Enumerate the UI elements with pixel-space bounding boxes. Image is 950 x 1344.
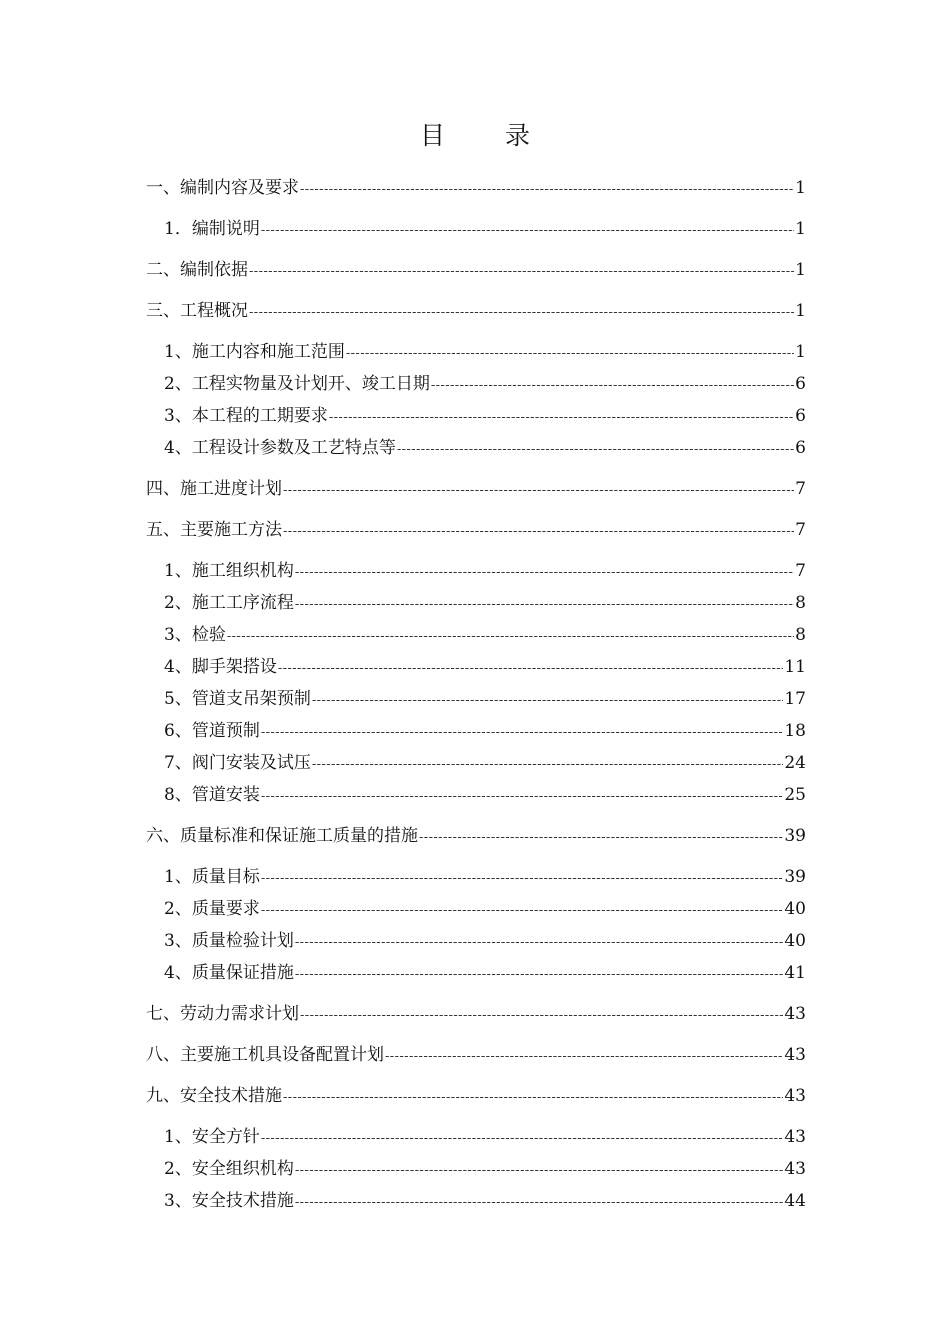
toc-entry-label: 1、施工内容和施工范围 <box>164 342 345 362</box>
toc-entry-label: 4、质量保证措施 <box>164 963 294 983</box>
toc-entry[interactable] <box>146 1080 806 1112</box>
toc-page-number: 43 <box>784 1004 806 1024</box>
toc-entry[interactable] <box>146 514 806 546</box>
toc-entry[interactable] <box>146 998 806 1030</box>
toc-entry-label: 3、安全技术措施 <box>164 1191 294 1211</box>
toc-entry[interactable] <box>146 254 806 286</box>
toc-entry-label: 2、施工工序流程 <box>164 593 294 613</box>
toc-page-number: 1 <box>795 219 806 239</box>
table-of-contents <box>146 172 806 1217</box>
toc-entry-label: 4、工程设计参数及工艺特点等 <box>164 438 396 458</box>
toc-leader <box>329 402 794 434</box>
toc-leader <box>295 959 784 991</box>
toc-entry-label: 3、检验 <box>164 625 226 645</box>
toc-entry[interactable] <box>146 400 806 432</box>
toc-entry[interactable] <box>146 295 806 327</box>
toc-leader <box>397 434 794 466</box>
toc-entry-label: 2、工程实物量及计划开、竣工日期 <box>164 374 430 394</box>
toc-entry[interactable] <box>146 1121 806 1153</box>
toc-leader <box>295 557 794 589</box>
toc-leader <box>385 1041 783 1073</box>
toc-page-number: 44 <box>784 1191 806 1211</box>
toc-page-number: 24 <box>784 753 806 773</box>
toc-page-number: 17 <box>784 689 806 709</box>
toc-entry-label: 九、安全技术措施 <box>146 1086 282 1106</box>
toc-leader <box>300 1000 783 1032</box>
toc-entry-label: 6、管道预制 <box>164 721 260 741</box>
toc-leader <box>261 1123 784 1155</box>
toc-entry-label: 7、阀门安装及试压 <box>164 753 311 773</box>
toc-entry[interactable] <box>146 1039 806 1071</box>
toc-leader <box>295 589 794 621</box>
toc-page-number: 39 <box>784 826 806 846</box>
toc-entry[interactable] <box>146 555 806 587</box>
toc-entry[interactable] <box>146 925 806 957</box>
toc-entry[interactable] <box>146 587 806 619</box>
toc-leader <box>261 717 784 749</box>
toc-entry[interactable] <box>146 683 806 715</box>
toc-leader <box>312 749 784 781</box>
toc-entry[interactable] <box>146 432 806 464</box>
toc-entry-label: 1、安全方针 <box>164 1127 260 1147</box>
toc-entry[interactable] <box>146 213 806 245</box>
toc-leader <box>283 1082 783 1114</box>
toc-entry[interactable] <box>146 861 806 893</box>
toc-entry[interactable] <box>146 619 806 651</box>
toc-page-number: 39 <box>784 867 806 887</box>
toc-page-number: 6 <box>795 374 806 394</box>
toc-leader <box>283 475 794 507</box>
toc-page-number: 1 <box>795 260 806 280</box>
toc-page-number: 7 <box>795 479 806 499</box>
toc-leader <box>295 927 784 959</box>
toc-leader <box>278 653 784 685</box>
toc-page-number: 1 <box>795 342 806 362</box>
toc-page-number: 6 <box>795 438 806 458</box>
toc-leader <box>312 685 784 717</box>
toc-page-number: 41 <box>784 963 806 983</box>
toc-page-number: 1 <box>795 301 806 321</box>
toc-leader <box>295 1155 784 1187</box>
toc-leader <box>261 863 784 895</box>
toc-entry-label: 1．编制说明 <box>164 219 260 239</box>
toc-leader <box>431 370 794 402</box>
toc-entry-label: 3、质量检验计划 <box>164 931 294 951</box>
toc-entry-label: 5、管道支吊架预制 <box>164 689 311 709</box>
toc-page-number: 43 <box>784 1086 806 1106</box>
toc-entry-label: 八、主要施工机具设备配置计划 <box>146 1045 384 1065</box>
toc-page-number: 7 <box>795 520 806 540</box>
toc-page-number: 40 <box>784 931 806 951</box>
toc-page-number: 43 <box>784 1127 806 1147</box>
toc-page-number: 7 <box>795 561 806 581</box>
toc-entry[interactable] <box>146 368 806 400</box>
toc-leader <box>261 895 784 927</box>
toc-entry-label: 8、管道安装 <box>164 785 260 805</box>
toc-entry[interactable] <box>146 651 806 683</box>
toc-entry-label: 五、主要施工方法 <box>146 520 282 540</box>
toc-entry[interactable] <box>146 336 806 368</box>
toc-entry[interactable] <box>146 473 806 505</box>
toc-leader <box>249 256 794 288</box>
toc-leader <box>300 174 794 206</box>
toc-entry-label: 一、编制内容及要求 <box>146 178 299 198</box>
toc-entry[interactable] <box>146 893 806 925</box>
toc-page-number: 18 <box>784 721 806 741</box>
toc-entry[interactable] <box>146 172 806 204</box>
toc-leader <box>419 822 783 854</box>
toc-leader <box>283 516 794 548</box>
toc-leader <box>261 215 794 247</box>
toc-page-number: 1 <box>795 178 806 198</box>
toc-page-number: 6 <box>795 406 806 426</box>
toc-entry-label: 六、质量标准和保证施工质量的措施 <box>146 826 418 846</box>
toc-entry[interactable] <box>146 957 806 989</box>
toc-entry[interactable] <box>146 747 806 779</box>
toc-page-number: 8 <box>795 593 806 613</box>
toc-entry[interactable] <box>146 1185 806 1217</box>
toc-entry-label: 4、脚手架搭设 <box>164 657 277 677</box>
toc-entry-label: 二、编制依据 <box>146 260 248 280</box>
toc-entry[interactable] <box>146 779 806 811</box>
toc-leader <box>346 338 794 370</box>
toc-entry-label: 四、施工进度计划 <box>146 479 282 499</box>
toc-entry-label: 3、本工程的工期要求 <box>164 406 328 426</box>
toc-page-number: 40 <box>784 899 806 919</box>
toc-leader <box>295 1187 784 1219</box>
toc-entry[interactable] <box>146 715 806 747</box>
toc-leader <box>261 781 784 813</box>
toc-entry-label: 1、施工组织机构 <box>164 561 294 581</box>
toc-page-number: 11 <box>784 657 806 677</box>
toc-page-number: 43 <box>784 1045 806 1065</box>
toc-page-number: 43 <box>784 1159 806 1179</box>
toc-page-number: 8 <box>795 625 806 645</box>
toc-leader <box>227 621 794 653</box>
toc-entry-label: 七、劳动力需求计划 <box>146 1004 299 1024</box>
toc-page-number: 25 <box>784 785 806 805</box>
toc-entry[interactable] <box>146 820 806 852</box>
toc-entry[interactable] <box>146 1153 806 1185</box>
toc-entry-label: 三、工程概况 <box>146 301 248 321</box>
toc-entry-label: 1、质量目标 <box>164 867 260 887</box>
toc-leader <box>249 297 794 329</box>
toc-entry-label: 2、安全组织机构 <box>164 1159 294 1179</box>
toc-entry-label: 2、质量要求 <box>164 899 260 919</box>
toc-title: 目 录 <box>420 121 556 150</box>
